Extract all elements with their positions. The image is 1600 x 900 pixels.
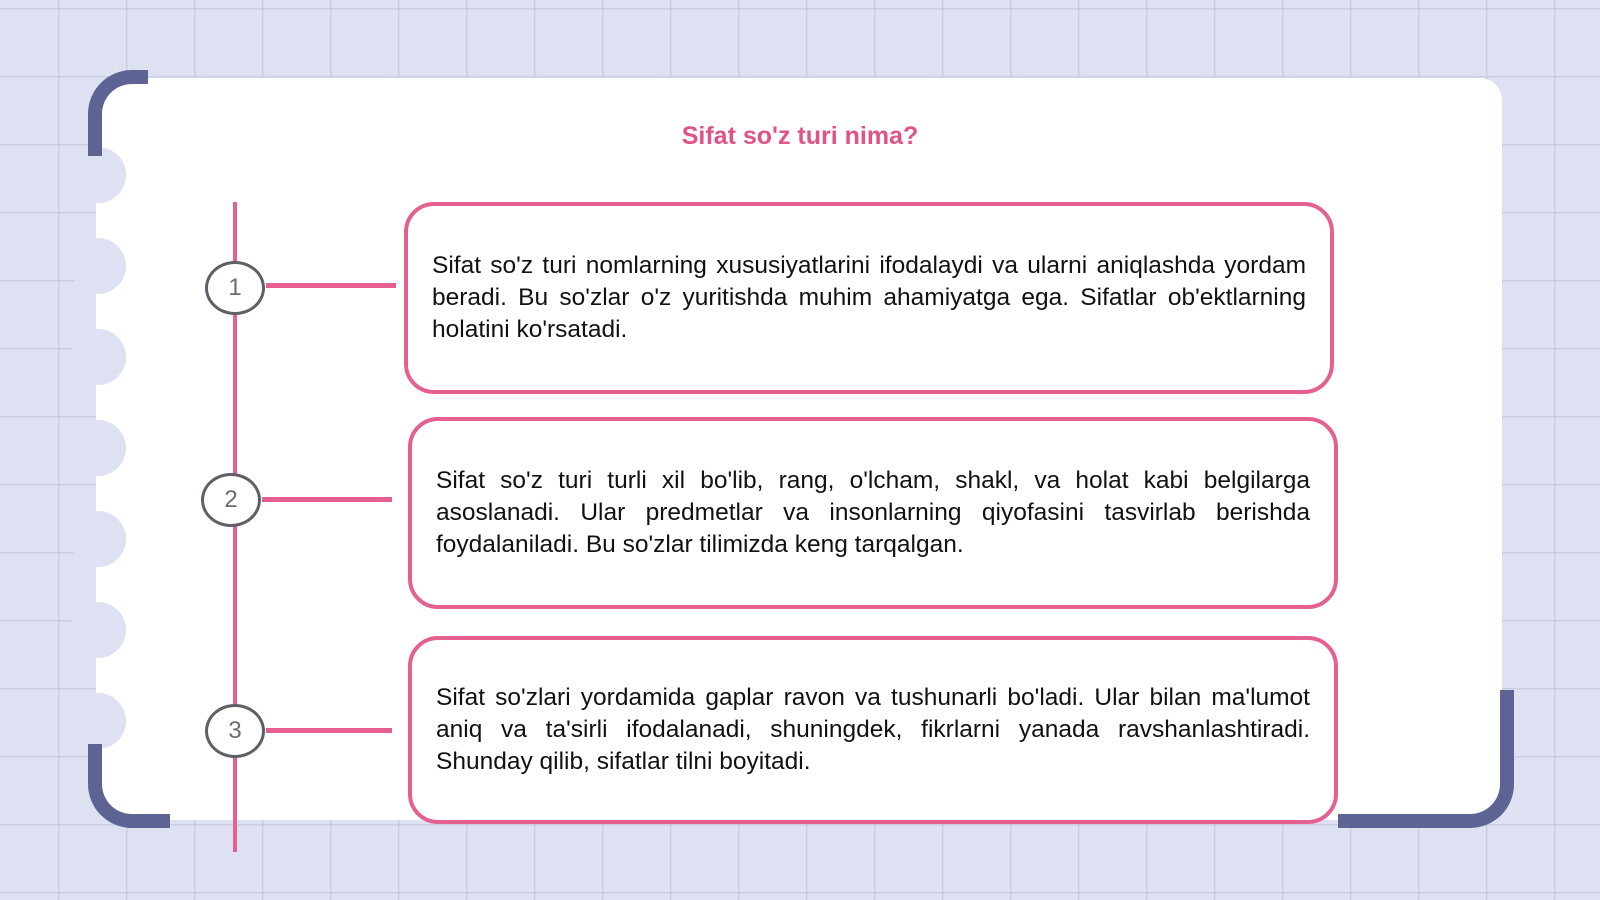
paper-scallop: [70, 511, 126, 567]
step-marker-1: [205, 261, 265, 315]
corner-bracket-bottom-left: [88, 744, 170, 828]
paper-scallop: [70, 238, 126, 294]
paper-scallop: [70, 602, 126, 658]
step-card-2: [408, 417, 1338, 609]
corner-bracket-bottom-right: [1338, 690, 1514, 828]
step-number: 3: [228, 717, 242, 744]
step-number: 1: [228, 274, 242, 301]
step-text: Sifat so'z turi nomlarning xususiyatlarini ifodalaydi va ularni aniqlashda yordam beradi. Bu so'zlar o'z yuritishda muhim ahamiyatga ega. Sifatlar ob'ektlarning holatini ko'rsatadi.: [432, 252, 1306, 343]
paper-scallop: [70, 329, 126, 385]
timeline-connector-2: [262, 497, 392, 502]
step-marker-2: [201, 473, 261, 527]
step-marker-3: [205, 704, 265, 758]
timeline-connector-3: [266, 728, 392, 733]
step-number: 2: [224, 486, 238, 513]
step-card-3: [408, 636, 1338, 824]
step-text: Sifat so'z turi turli xil bo'lib, rang, o'lcham, shakl, va holat kabi belgilarga asoslanadi. Ular predmetlar va insonlarning qiyofasini tasvirlab berishda foydalaniladi. Bu so'zlar tilimizda keng tarqalgan.: [436, 467, 1310, 558]
step-text: Sifat so'zlari yordamida gaplar ravon va tushunarli bo'ladi. Ular bilan ma'lumot aniq va ta'sirli ifodalanadi, shuningdek, fikrlarni yanada ravshanlashtiradi. Shunday qilib, sifatlar tilni boyitadi.: [436, 684, 1310, 775]
paper-scallop: [70, 693, 126, 749]
paper-scallop: [70, 420, 126, 476]
step-card-1: [404, 202, 1334, 394]
slide-title: Sifat so'z turi nima?: [681, 122, 919, 150]
timeline-connector-1: [266, 283, 396, 288]
